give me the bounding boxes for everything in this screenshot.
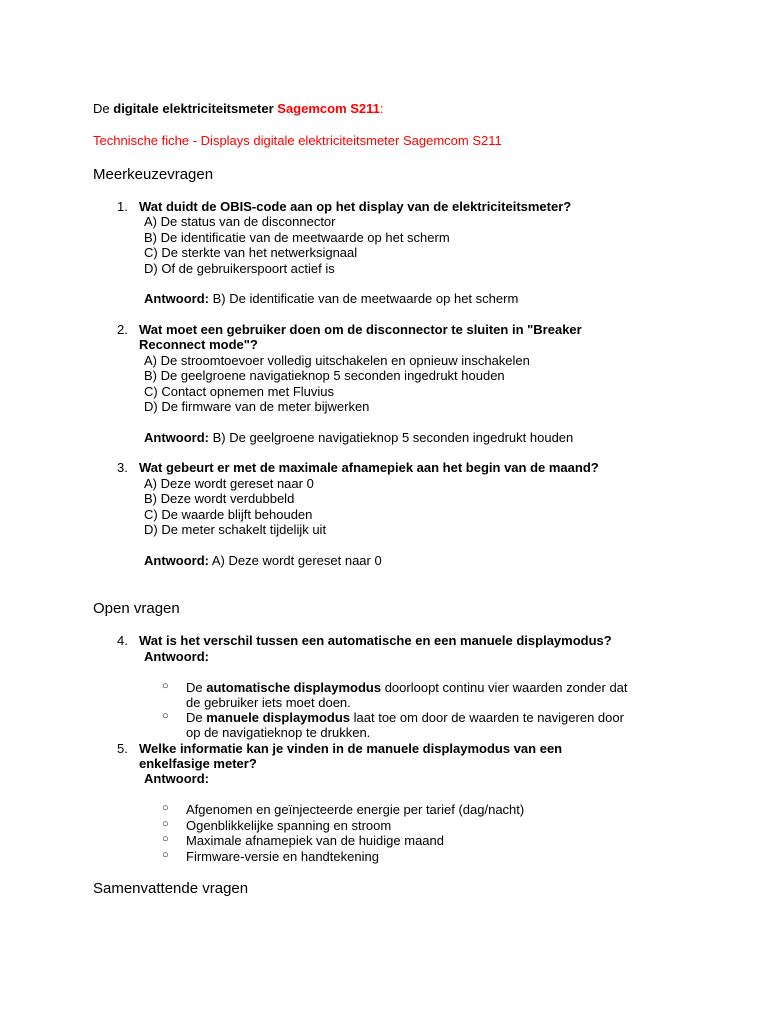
section-heading-multiple-choice: Meerkeuzevragen: [93, 166, 214, 183]
bullet-text: Ogenblikkelijke spanning en stroom: [186, 818, 392, 833]
question-number: 3.: [117, 460, 128, 475]
question-number: 5.: [117, 741, 128, 756]
bullet-icon: ○: [162, 680, 169, 692]
intro-brand: Sagemcom S211: [277, 101, 380, 116]
intro-subject: digitale elektriciteitsmeter: [113, 101, 274, 116]
bullet-icon: ○: [162, 710, 169, 722]
answer: [144, 430, 573, 445]
question-text: Wat moet een gebruiker doen om de disconnector te sluiten in "Breaker: [139, 322, 582, 337]
question-text: Wat duidt de OBIS-code aan op het display van de elektriciteitsmeter?: [139, 199, 572, 214]
bullet-text-cont: de gebruiker iets moet doen.: [186, 695, 351, 710]
question-number: 2.: [117, 322, 128, 337]
question-number: 4.: [117, 633, 128, 648]
answer-label: Antwoord:: [144, 771, 209, 786]
answer-label: Antwoord:: [144, 430, 209, 445]
bullet-text: De automatische displaymodus doorloopt continu vier waarden zonder dat: [186, 680, 628, 695]
option: B) Deze wordt verdubbeld: [144, 491, 295, 506]
option: C) De waarde blijft behouden: [144, 507, 313, 522]
answer: [144, 291, 518, 306]
answer-text: B) De geelgroene navigatieknop 5 seconden ingedrukt houden: [212, 430, 574, 445]
question-text-cont: enkelfasige meter?: [139, 756, 257, 771]
answer-text: A) Deze wordt gereset naar 0: [211, 553, 382, 568]
bullet-text: Afgenomen en geïnjecteerde energie per tarief (dag/nacht): [186, 802, 525, 817]
option: D) De firmware van de meter bijwerken: [144, 399, 370, 414]
bullet-text: Maximale afnamepiek van de huidige maand: [186, 833, 444, 848]
option: A) De status van de disconnector: [144, 214, 336, 229]
intro-line: [93, 101, 384, 116]
intro-prefix: De: [93, 101, 110, 116]
question-number: 1.: [117, 199, 128, 214]
answer-text: B) De identificatie van de meetwaarde op het scherm: [212, 291, 519, 306]
option: B) De geelgroene navigatieknop 5 seconden ingedrukt houden: [144, 368, 505, 383]
intro-colon: :: [379, 101, 384, 116]
bullet-icon: ○: [162, 818, 169, 830]
bullet-text: De manuele displaymodus laat toe om door de waarden te navigeren door: [186, 710, 624, 725]
technical-sheet-link[interactable]: Technische fiche - Displays digitale elektriciteitsmeter Sagemcom S211: [93, 133, 502, 148]
option: B) De identificatie van de meetwaarde op het scherm: [144, 230, 450, 245]
option: A) De stroomtoevoer volledig uitschakelen en opnieuw inschakelen: [144, 353, 530, 368]
option: D) De meter schakelt tijdelijk uit: [144, 522, 327, 537]
question-text: Welke informatie kan je vinden in de manuele displaymodus van een: [139, 741, 563, 756]
answer-label: Antwoord:: [144, 553, 209, 568]
option: D) Of de gebruikerspoort actief is: [144, 261, 335, 276]
option: A) Deze wordt gereset naar 0: [144, 476, 314, 491]
bullet-text-cont: op de navigatieknop te drukken.: [186, 725, 371, 740]
answer-label: Antwoord:: [144, 291, 209, 306]
answer-label: Antwoord:: [144, 649, 209, 664]
section-heading-open-questions: Open vragen: [93, 600, 180, 617]
option: C) Contact opnemen met Fluvius: [144, 384, 335, 399]
question-text-cont: Reconnect mode"?: [139, 337, 258, 352]
bullet-icon: ○: [162, 849, 169, 861]
section-heading-summary: Samenvattende vragen: [93, 880, 249, 897]
bullet-icon: ○: [162, 833, 169, 845]
question-text: Wat gebeurt er met de maximale afnamepiek aan het begin van de maand?: [139, 460, 599, 475]
bullet-text: Firmware-versie en handtekening: [186, 849, 379, 864]
question-text: Wat is het verschil tussen een automatische en een manuele displaymodus?: [139, 633, 612, 648]
answer: [144, 553, 382, 568]
bullet-icon: ○: [162, 802, 169, 814]
option: C) De sterkte van het netwerksignaal: [144, 245, 358, 260]
